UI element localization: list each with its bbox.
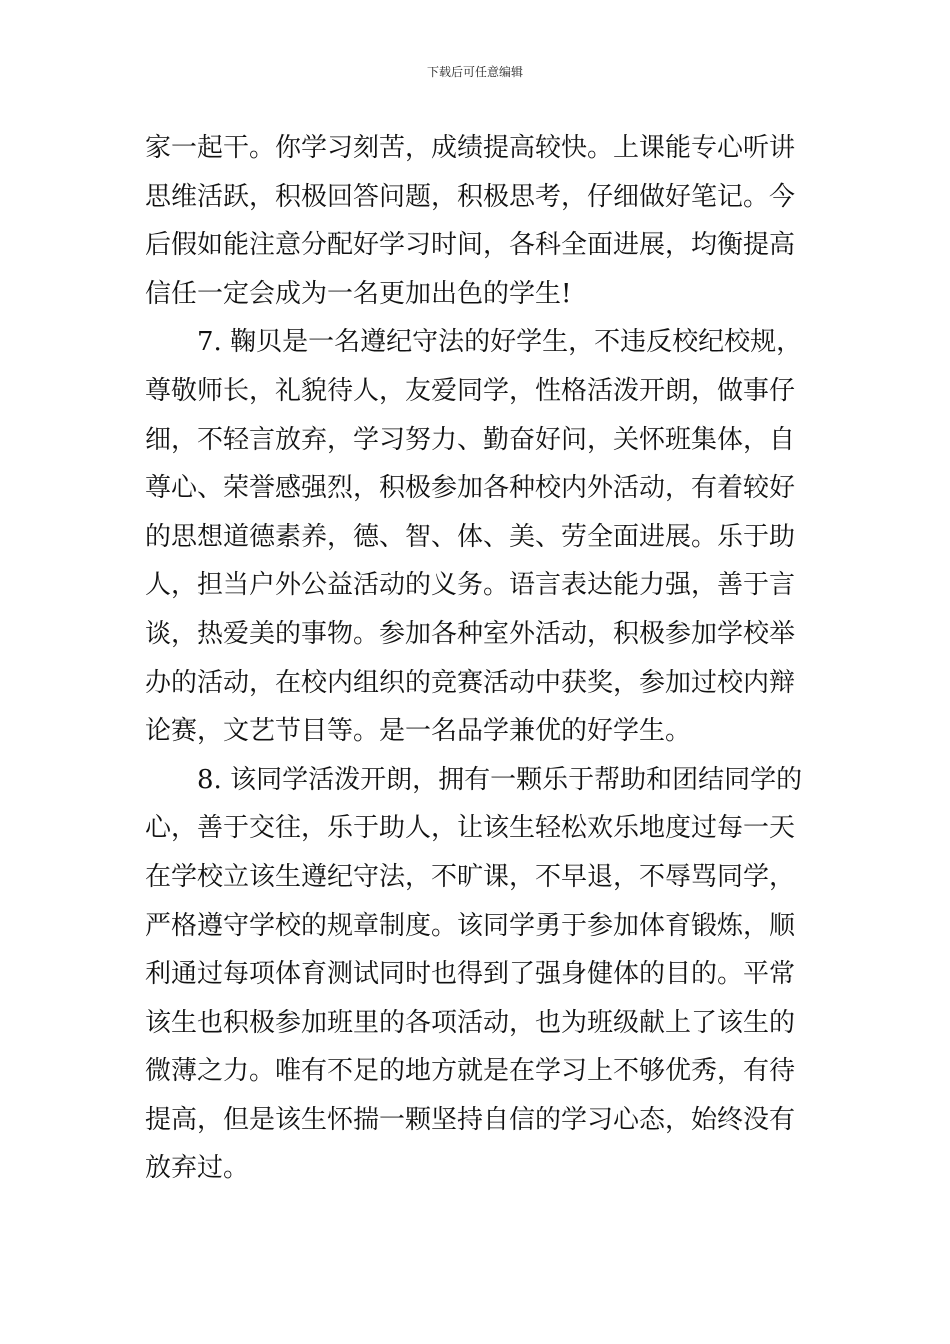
text-line: 在学校立该生遵纪守法，不旷课，不早退，不辱骂同学， [145, 861, 796, 892]
paragraph-7-start: 7. 鞠贝是一名遵纪守法的好学生，不违反校纪校规， [197, 327, 803, 358]
text-line: 信任一定会成为一名更加出色的学生! [145, 278, 572, 309]
text-line: 思维活跃，积极回答问题，积极思考，仔细做好笔记。今 [145, 181, 796, 212]
text-line: 利通过每项体育测试同时也得到了强身健体的目的。平常 [145, 959, 796, 990]
text-line: 心，善于交往，乐于助人，让该生轻松欢乐地度过每一天 [145, 813, 796, 844]
text-line: 论赛，文艺节目等。是一名品学兼优的好学生。 [145, 716, 692, 747]
text-line: 严格遵守学校的规章制度。该同学勇于参加体育锻炼，顺 [145, 910, 796, 941]
text-line: 尊心、荣誉感强烈，积极参加各种校内外活动，有着较好 [145, 473, 796, 504]
text-line: 微薄之力。唯有不足的地方就是在学习上不够优秀，有待 [145, 1056, 796, 1087]
text-line: 尊敬师长，礼貌待人，友爱同学，性格活泼开朗，做事仔 [145, 375, 796, 406]
document-body [145, 124, 810, 1193]
text-line: 的思想道德素养，德、智、体、美、劳全面进展。乐于助 [145, 521, 796, 552]
text-line: 提高，但是该生怀揣一颗坚持自信的学习心态，始终没有 [145, 1104, 796, 1135]
text-line: 家一起干。你学习刻苦，成绩提高较快。上课能专心听讲 [145, 133, 796, 163]
text-line: 人，担当户外公益活动的义务。语言表达能力强，善于言 [145, 570, 796, 601]
text-line: 细，不轻言放弃，学习努力、勤奋好问，关怀班集体，自 [145, 424, 796, 455]
text-line: 办的活动，在校内组织的竞赛活动中获奖，参加过校内辩 [145, 667, 796, 698]
text-line: 谈，热爱美的事物。参加各种室外活动，积极参加学校举 [145, 618, 796, 649]
text-line: 放弃过。 [145, 1153, 250, 1184]
text-line: 后假如能注意分配好学习时间，各科全面进展，均衡提高 [145, 230, 796, 261]
page-header: 下载后可任意编辑 [426, 65, 523, 79]
text-line: 该生也积极参加班里的各项活动，也为班级献上了该生的 [145, 1007, 796, 1038]
paragraph-8-start: 8. 该同学活泼开朗，拥有一颗乐于帮助和团结同学的 [197, 764, 803, 795]
